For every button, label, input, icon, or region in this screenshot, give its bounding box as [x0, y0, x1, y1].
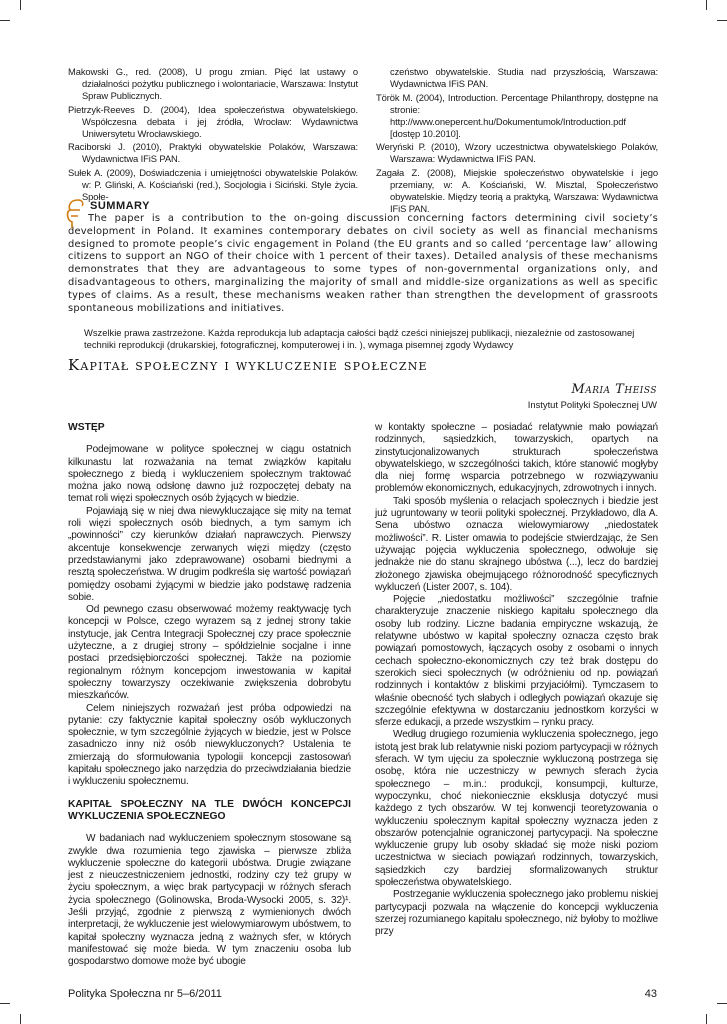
- reference-item: Sułek A. (2009), Doświadczenia i umiejętności obywatelskie Polaków. w: P. Gliński, A. Kościański (red.), Socjologia i Siciński. Style życia. Społe-: [68, 166, 358, 202]
- summary-section: [68, 200, 658, 315]
- paragraph: w kontakty społeczne – posiadać relatywnie mało powiązań rodzinnych, sąsiedzkich, towarzyskich, opartych na zinstytucjonalizowanych strukturach społeczeństwa obywatelskiego, w szczególności takich, które stanowić mogłyby dla niej formę wsparcia potrzebnego w rozwiązywaniu problemów ekonomicznych, edukacyjnych, zdrowotnych i innych.: [375, 422, 658, 495]
- copyright-notice: Wszelkie prawa zastrzeżone. Każda reprodukcja lub adaptacja całości bądź cześci niniejszej publikacji, niezależnie od zastosowanej techniki reprodukcji (drukarskiej, fotograficznej, komputerowej i in. ), wymaga pisemnej zgody Wydawcy: [84, 327, 635, 350]
- crop-mark: [717, 1003, 727, 1004]
- crop-mark: [0, 1003, 10, 1004]
- references-right: [376, 66, 658, 216]
- paragraph: Taki sposób myślenia o relacjach społecznych i biedzie jest już ugruntowany w teorii polityki społecznej. Przykładowo, dla A. Sena ubóstwo oznacza wielowymiarowy „niedostatek możliwości”. R. Lister omawia to podejście stwierdzając, że Sen używając pojęcia wykluczenia społecznego, odwołuje się jednakże nie do stanu skrajnego ubóstwa (...), lecz do bardziej złożonego zjawiska obejmującego różnorodność specyficznych wykluczeń (Lister 2007, s. 104).: [375, 495, 658, 593]
- author-name: Maria Theiss: [571, 382, 657, 397]
- section-heading: WSTĘP: [68, 422, 105, 433]
- article-title: Kapitał społeczny i wykluczenie społeczne: [68, 356, 428, 374]
- left-column: [68, 422, 351, 968]
- reference-item: Raciborski J. (2010), Praktyki obywatelskie Polaków, Warszawa: Wydawnictwa IFiS PAN.: [68, 141, 358, 164]
- paragraph: Pojęcie „niedostatku możliwości” szczególnie trafnie charakteryzuje znaczenie niskiego kapitału społecznego dla osoby lub rodziny. Liczne badania empiryczne wskazują, że relatywne ubóstwo w kapitał społeczny oznacza często brak powiązań pomostowych, łączących osoby z osobami o innych cechach społeczno-ekonomicznych czy też brak dostępu do szerokich sieci społecznych (w odróżnieniu od np. powiązań rodzinnych i kontaktów z bliskimi przyjaciółmi). Tymczasem to właśnie obecność tych słabych i odległych powiązań okazuje się szczególnie efektywna w dostarczaniu jednostkom korzyści w sferze edukacji, a przede wszystkim – rynku pracy.: [375, 594, 658, 729]
- crop-mark: [706, 1014, 707, 1024]
- references-left: [68, 66, 358, 204]
- summary-text: The paper is a contribution to the on-going discussion concerning factors determining civil society’s development in Poland. It examines contemporary debates on civil society as well as financial mechanisms designed to promote people’s civic engagement in Poland (the EU grants and so called ‘percentage law’ allowing citizens to support an NGO of their choice with 1 percent of their taxes). Detailed analysis of these mechanisms demonstrates that they are advantageous to some types of non-governmental organizations only, and disadvantageous to others, marginalizing the majority of small and middle-size organizations as well as specific types of claims. As a result, these mechanisms weaken rather than strengthen the development of grassroots spontaneous mobilizations and initiatives.: [68, 213, 658, 314]
- reference-item: Zagała Z. (2008), Miejskie społeczeństwo obywatelskie i jego przemiany, w: A. Kościański, W. Misztal, Społeczeństwo obywatelskie. Między teorią a praktyką, Warszawa: Wydawnictwa IFiS PAN.: [376, 166, 658, 214]
- paragraph: Podejmowane w polityce społecznej w ciągu ostatnich kilkunastu lat rozważania na temat związków kapitału społecznego z biedą i wykluczeniem społecznym traktować można jako nową odsłonę dawno już rozpoczętej debaty na temat roli więzi społecznych osób żyjących w biedzie.: [68, 444, 351, 505]
- paragraph: Pojawiają się w niej dwa niewykluczające się mity na temat roli więzi społecznych osób biednych, a tym samym ich „powinności” czy kierunków działań naprawczych. Pierwszy akcentuje konsekwencje zerwanych więzi między (często przedstawianymi jako zdeprawowane) osobami biednymi a resztą społeczeństwa. W drugim podkreśla się wartość powiązań pomiędzy osobami żyjącymi w biedzie jako podstawę radzenia sobie.: [68, 505, 351, 603]
- crop-mark: [20, 0, 21, 10]
- author-institution: Instytut Polityki Społecznej UW: [527, 399, 657, 410]
- paragraph: Celem niniejszych rozważań jest próba odpowiedzi na pytanie: czy faktycznie kapitał społeczny osób wykluczonych społecznie, w tym szczególnie żyjących w biedzie, jest w Polsce zasadniczo inny niż osób niewykluczonych? Ustalenia te zmierzają do sformułowania typologii koncepcji zastosowań kapitału społecznego jako narzędzia do przeciwdziałania biedzie i wykluczeniu społecznemu.: [68, 702, 351, 788]
- paragraph: W badaniach nad wykluczeniem społecznym stosowane są zwykle dwa rozumienia tego zjawiska – pierwsze zbliża wykluczenie społeczne do kategorii ubóstwa. Drugie związane jest z nieuczestniczeniem jednostki, rodziny czy też grupy w życiu społecznym, a więc brak partycypacji w różnych sferach życia społecznego (Golinowska, Broda-Wysocki 2005, s. 32)¹. Jeśli przyjąć, zgodnie z pierwszą z wymienionych dwóch interpretacji, że wykluczenie jest wielowymiarowym ubóstwem, to kapitał społeczny wyznacza jedną z ważnych sfer, w których manifestować się może bieda. W tym znaczeniu osoba lub gospodarstwo domowe może być ubogie: [68, 833, 351, 968]
- paragraph: Od pewnego czasu obserwować możemy reaktywację tych koncepcji w Polsce, czego wyrazem są z jednej strony takie instytucje, jak Centra Integracji Społecznej czy prace społecznie użyteczne, a z drugiej strony – spółdzielnie socjalne i inne postaci przedsiębiorczości społecznej. Także na poziomie regionalnym różnym koncepcjom inwestowania w kapitał społeczny towarzyszy oczekiwanie zwiększenia dobrobytu mieszkańców.: [68, 604, 351, 702]
- crop-mark: [717, 20, 727, 21]
- crop-mark: [706, 0, 707, 10]
- reference-item: Pietrzyk-Reeves D. (2004), Idea społeczeństwa obywatelskiego. Współczesna debata i jej źródła, Wrocław: Wydawnictwa Uniwersytetu Wrocławskiego.: [68, 103, 358, 139]
- reference-item: Weryński P. (2010), Wzory uczestnictwa obywatelskiego Polaków, Warszawa: Wydawnictwa IFiS PAN.: [376, 141, 658, 164]
- reference-item: Makowski G., red. (2008), U progu zmian. Pięć lat ustawy o działalności pożytku publicznego i wolontariacie, Warszawa: Instytut Spraw Publicznych.: [68, 66, 358, 101]
- journal-logo-icon: [64, 198, 86, 230]
- summary-title: SUMMARY: [90, 200, 150, 212]
- paragraph: Postrzeganie wykluczenia społecznego jako problemu niskiej partycypacji pozwala na włączenie do koncepcji wykluczenia szerzej rozumianego kapitału społecznego, niż byłoby to możliwe przy: [375, 889, 658, 938]
- page-number: 43: [644, 988, 657, 1000]
- author-block: [528, 382, 657, 410]
- footer-journal: Polityka Społeczna nr 5–6/2011: [68, 988, 222, 1000]
- reference-item: czeństwo obywatelskie. Studia nad przyszłością, Warszawa: Wydawnictwa IFiS PAN.: [390, 66, 658, 89]
- right-column: [375, 422, 658, 938]
- reference-item: Török M. (2004), Introduction. Percentage Philanthropy, dostępne na stronie: http://www.onepercent.hu/Dokumentumok/Introduction.pdf [dostęp 10.2010].: [376, 91, 658, 139]
- crop-mark: [0, 20, 10, 21]
- paragraph: Według drugiego rozumienia wykluczenia społecznego, jego istotą jest brak lub relatywnie niski poziom partycypacji w różnych sferach. W tym ujęciu za społecznie wykluczoną postrzega się osobę, która nie uczestniczy w pewnych sferach życia społecznego – m.in.: produkcji, konsumpcji, kulturze, wypoczynku, choć niekoniecznie eksklusja dotyczyć musi każdego z tych obszarów. W tej konwencji teoretyzowania o wykluczeniu społecznym kapitał społeczny wyznacza jeden z obszarów potencjalnie ograniczonej partycypacji. Na społeczne wykluczenie grupy lub osoby składać się może niski poziom uczestnictwa w sieciach powiązań rodzinnych, towarzyskich, sąsiedzkich czy bardziej sformalizowanych struktur społeczeństwa obywatelskiego.: [375, 729, 658, 888]
- crop-mark: [20, 1014, 21, 1024]
- section-heading: KAPITAŁ SPOŁECZNY NA TLE DWÓCH KONCEPCJI WYKLUCZENIA SPOŁECZNEGO: [68, 798, 351, 822]
